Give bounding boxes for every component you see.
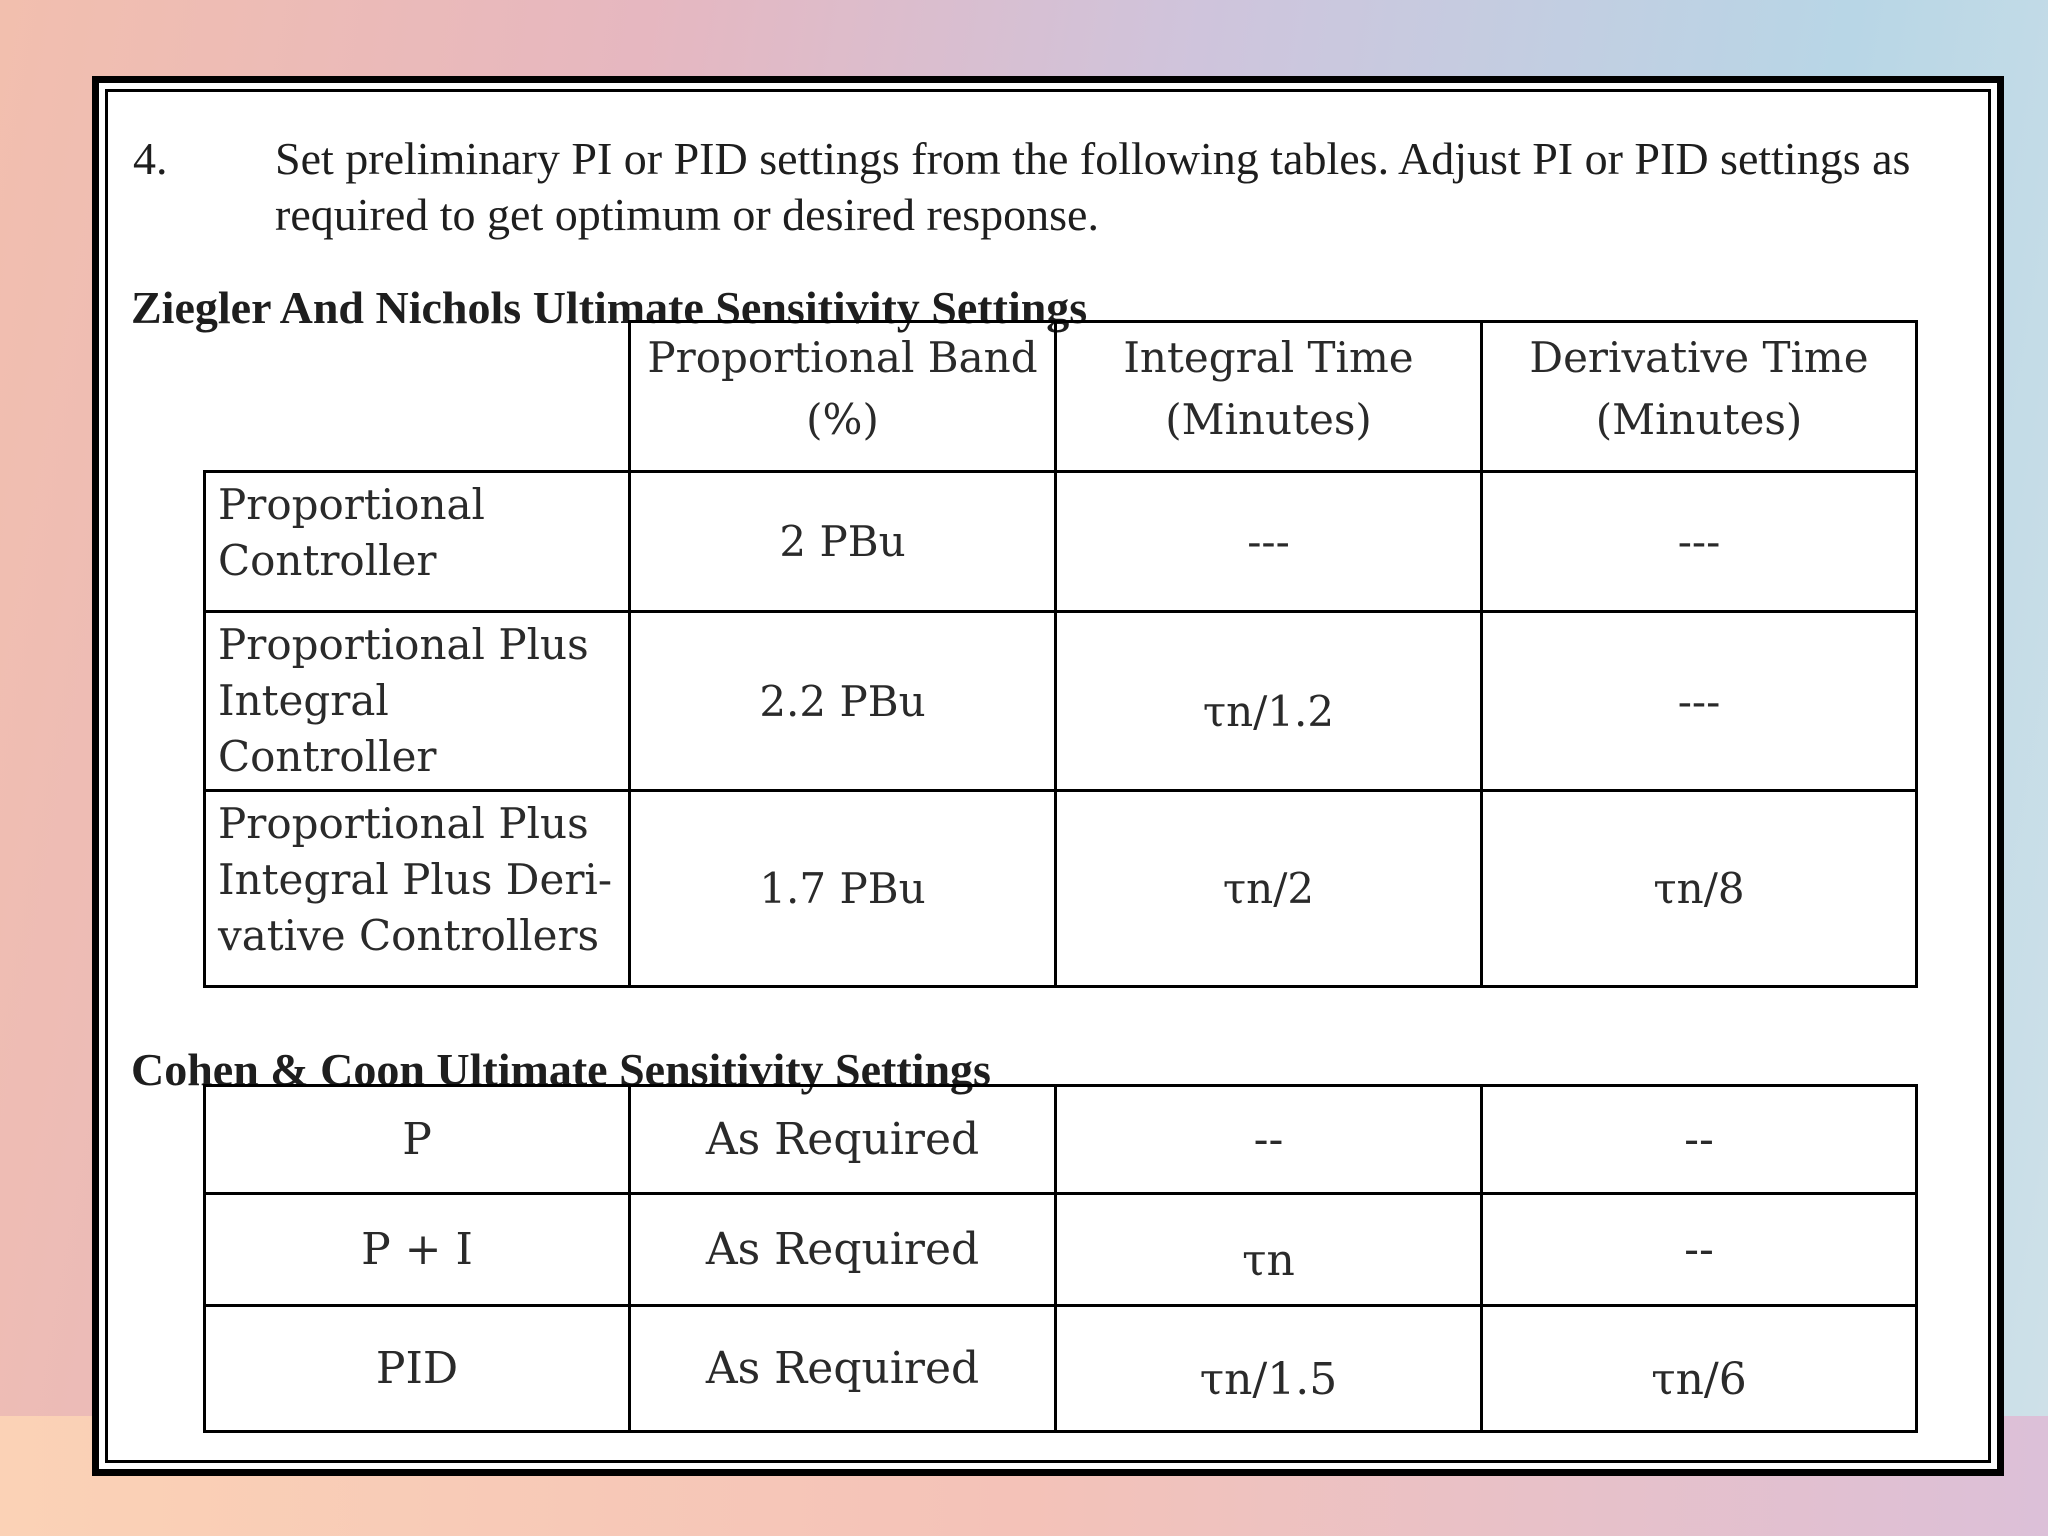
label-line: Proportional [218, 480, 485, 529]
cell-proportional-band: As Required [630, 1194, 1056, 1306]
cell-mode: PID [205, 1306, 630, 1432]
cell-proportional-band: 2.2 PBu [630, 612, 1056, 791]
cell-integral-time: --- [1056, 472, 1482, 612]
cell-derivative-time: τn/8 [1482, 791, 1917, 987]
row-label-pi [205, 612, 630, 791]
header-derivative-time [1482, 322, 1917, 472]
header-line: (Minutes) [1165, 395, 1372, 444]
cell-integral-time: τn/2 [1056, 791, 1482, 987]
row-label-proportional [205, 472, 630, 612]
cell-integral-time: τn [1056, 1194, 1482, 1306]
cell-integral-time: τn/1.5 [1056, 1306, 1482, 1432]
cell-derivative-time: -- [1482, 1086, 1917, 1194]
label-line: Integral Plus Deri- [218, 855, 613, 904]
cell-mode: P + I [205, 1194, 630, 1306]
header-line: (Minutes) [1595, 395, 1803, 444]
header-line: Integral Time [1123, 333, 1414, 382]
cohen-coon-table [203, 1084, 1918, 1433]
cell-proportional-band: As Required [630, 1086, 1056, 1194]
ziegler-nichols-table [203, 320, 1918, 988]
slide-frame [92, 76, 2004, 1476]
label-line: Proportional Plus [218, 620, 589, 669]
cell-derivative-time: τn/6 [1482, 1306, 1917, 1432]
cell-proportional-band: As Required [630, 1306, 1056, 1432]
label-line: vative Controllers [218, 911, 600, 960]
ziegler-nichols-heading: Ziegler And Nichols Ultimate Sensitivity Settings [131, 282, 1088, 333]
cell-integral-time: -- [1056, 1086, 1482, 1194]
table-row [205, 791, 1917, 987]
header-line: Derivative Time [1529, 333, 1869, 382]
label-line: Proportional Plus [218, 799, 589, 848]
step-instruction: Set preliminary PI or PID settings from the following tables. Adjust PI or PID settings as required to get optimum or desired response. [275, 133, 1911, 240]
header-blank-cell [205, 322, 630, 472]
cell-integral-time: τn/1.2 [1056, 612, 1482, 791]
cell-derivative-time: -- [1482, 1194, 1917, 1306]
header-line: (%) [806, 395, 879, 444]
cell-proportional-band: 2 PBu [630, 472, 1056, 612]
slide-content [119, 103, 1977, 1449]
label-line: Controller [218, 536, 437, 585]
header-integral-time [1056, 322, 1482, 472]
table-row [205, 612, 1917, 791]
table-row [205, 1086, 1917, 1194]
label-line: Integral Controller [218, 676, 437, 781]
cell-derivative-time: --- [1482, 612, 1917, 791]
cell-derivative-time: --- [1482, 472, 1917, 612]
cell-proportional-band: 1.7 PBu [630, 791, 1056, 987]
cohen-coon-heading: Cohen & Coon Ultimate Sensitivity Settings [131, 1044, 991, 1095]
header-proportional-band [630, 322, 1056, 472]
step-number: 4. [133, 133, 168, 184]
table-row [205, 1194, 1917, 1306]
row-label-pid [205, 791, 630, 987]
cell-mode: P [205, 1086, 630, 1194]
table-header-row [205, 322, 1917, 472]
table-row [205, 1306, 1917, 1432]
header-line: Proportional Band [647, 333, 1038, 382]
table-row [205, 472, 1917, 612]
